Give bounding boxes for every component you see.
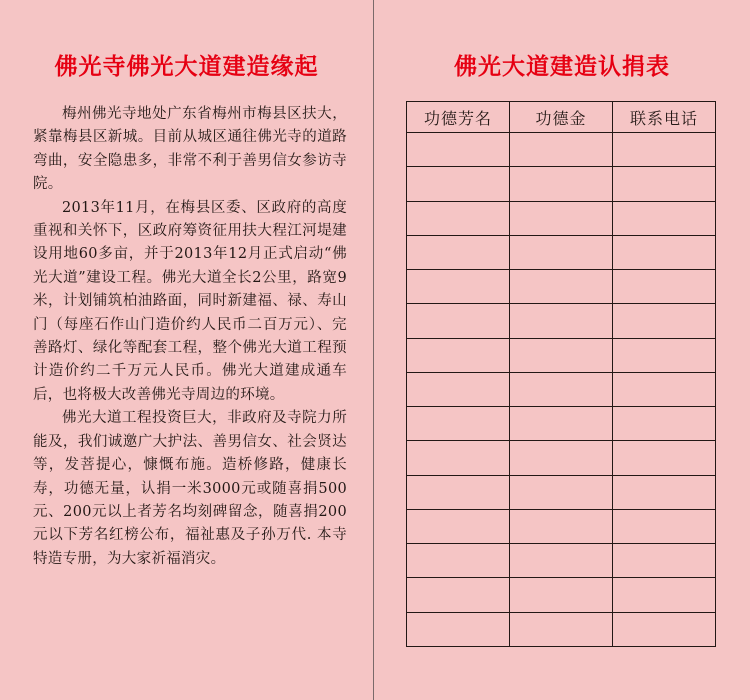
table-cell [613, 372, 716, 406]
left-page [0, 0, 373, 700]
table-row [407, 578, 716, 612]
page-title-donation-form: 佛光大道建造认捐表 [454, 54, 670, 80]
table-cell [510, 612, 613, 646]
table-cell [510, 338, 613, 372]
origin-body-text [33, 103, 347, 571]
table-cell [407, 372, 510, 406]
table-cell [613, 509, 716, 543]
table-cell [510, 509, 613, 543]
table-cell [613, 304, 716, 338]
table-cell [613, 578, 716, 612]
table-row [407, 509, 716, 543]
table-row [407, 544, 716, 578]
table-cell [407, 235, 510, 269]
table-row [407, 167, 716, 201]
table-cell [613, 133, 716, 167]
table-cell [407, 133, 510, 167]
table-cell [613, 612, 716, 646]
table-cell [613, 407, 716, 441]
table-cell [510, 441, 613, 475]
table-row [407, 270, 716, 304]
table-cell [407, 509, 510, 543]
table-cell [510, 270, 613, 304]
table-cell [407, 304, 510, 338]
donation-table-body [407, 133, 716, 647]
table-cell [407, 475, 510, 509]
table-cell [407, 544, 510, 578]
table-cell [510, 201, 613, 235]
paragraph-project-details: 2013年11月，在梅县区委、区政府的高度重视和关怀下，区政府筹资征用扶大程江河堤建设用地60多亩，并于2013年12月正式启动“佛光大道”建设工程。佛光大道全长2公里，路宽9米，计划铺筑柏油路面，同时新建福、禄、寿山门（每座石作山门造价约人民币二百万元）、完善路灯、绿化等配套工程，整个佛光大道工程预计造价约二千万元人民币。佛光大道建成通车后，也将极大改善佛光寺周边的环境。 [33, 199, 347, 403]
table-cell [613, 441, 716, 475]
table-row [407, 201, 716, 235]
table-cell [613, 201, 716, 235]
table-cell [510, 544, 613, 578]
header-contact-phone: 联系电话 [613, 102, 716, 133]
table-header-row [407, 102, 716, 133]
table-cell [407, 270, 510, 304]
right-page [374, 0, 750, 700]
table-cell [510, 578, 613, 612]
table-cell [613, 544, 716, 578]
table-cell [510, 235, 613, 269]
table-cell [613, 270, 716, 304]
table-cell [407, 578, 510, 612]
table-row [407, 235, 716, 269]
table-cell [510, 167, 613, 201]
table-cell [510, 372, 613, 406]
table-row [407, 304, 716, 338]
table-row [407, 407, 716, 441]
header-donor-name: 功德芳名 [407, 102, 510, 133]
table-row [407, 612, 716, 646]
paragraph-donation-appeal: 佛光大道工程投资巨大，非政府及寺院力所能及，我们诚邀广大护法、善男信女、社会贤达等，发菩提心，慷慨布施。造桥修路，健康长寿，功德无量，认捐一米3000元或随喜捐500元、200元以上者芳名均刻碑留念，随喜捐200元以下芳名红榜公布，福祉惠及子孙万代. 本寺特造专册，为大家祈福消灾。 [33, 410, 347, 567]
table-cell [613, 167, 716, 201]
table-cell [510, 475, 613, 509]
table-cell [407, 407, 510, 441]
table-cell [613, 235, 716, 269]
table-row [407, 441, 716, 475]
table-cell [407, 167, 510, 201]
header-donation-amount: 功德金 [510, 102, 613, 133]
table-row [407, 133, 716, 167]
table-cell [407, 201, 510, 235]
table-row [407, 475, 716, 509]
table-cell [407, 441, 510, 475]
table-cell [613, 338, 716, 372]
table-cell [510, 133, 613, 167]
table-cell [613, 475, 716, 509]
page-title-origin: 佛光寺佛光大道建造缘起 [54, 54, 319, 80]
donation-table [406, 101, 716, 647]
table-row [407, 338, 716, 372]
table-cell [510, 407, 613, 441]
paragraph-location: 梅州佛光寺地处广东省梅州市梅县区扶大，紧靠梅县区新城。目前从城区通往佛光寺的道路弯曲，安全隐患多，非常不利于善男信女参访寺院。 [33, 106, 347, 193]
table-row [407, 372, 716, 406]
table-cell [510, 304, 613, 338]
table-cell [407, 612, 510, 646]
table-cell [407, 338, 510, 372]
